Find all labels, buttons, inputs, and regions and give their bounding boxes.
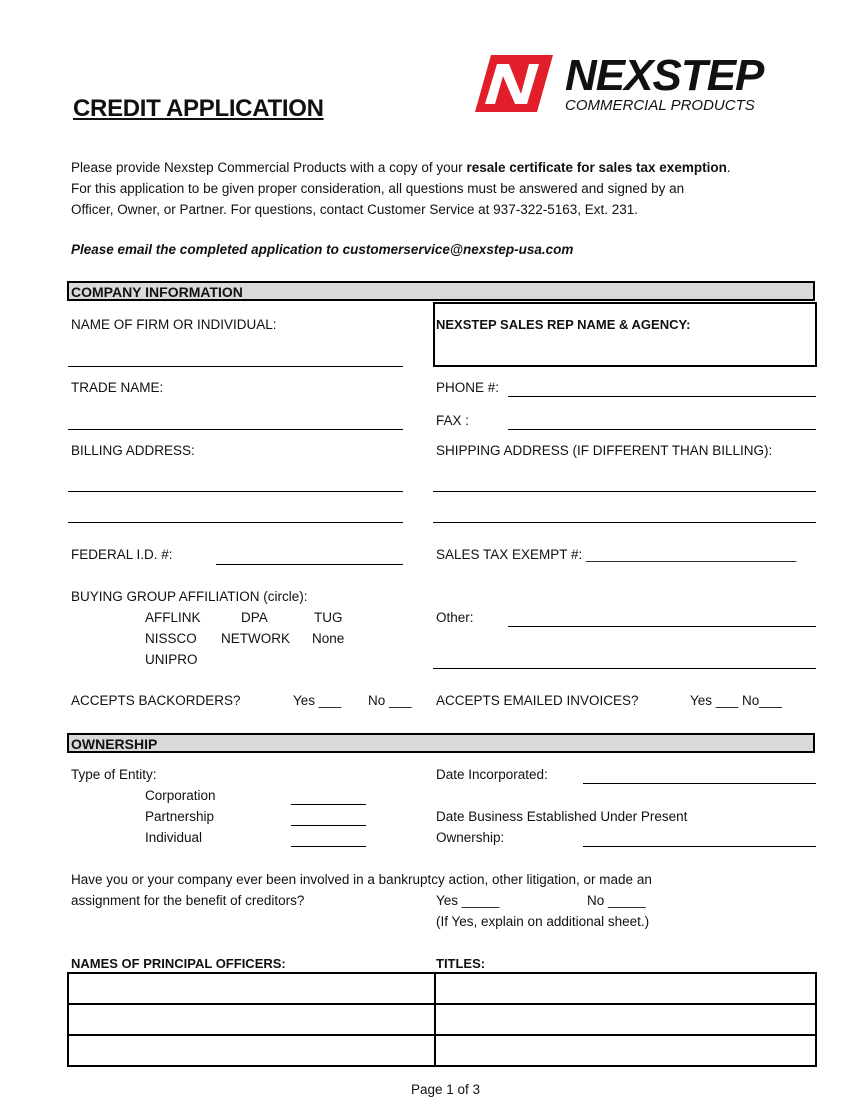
date-established-field[interactable] [583,846,816,847]
entity-individual-field[interactable] [291,846,366,847]
sales-rep-label: NEXSTEP SALES REP NAME & AGENCY: [436,317,691,332]
phone-label: PHONE #: [436,380,500,395]
nexstep-logo-mark-icon [473,50,813,115]
company-section-title: COMPANY INFORMATION [71,284,243,300]
bankruptcy-no[interactable]: No _____ [587,893,646,908]
sales-tax-exempt-label: SALES TAX EXEMPT #: ____________________________ [436,547,797,562]
group-option-unipro[interactable]: UNIPRO [145,652,198,667]
trade-name-label: TRADE NAME: [71,380,164,395]
other-group-label: Other: [436,610,474,625]
date-established-label-2: Ownership: [436,830,505,845]
officer-title-cell-2[interactable] [436,1005,815,1034]
intro-line2-text: For this application to be given proper consideration, all questions must be answered and signed by an [71,181,685,196]
firm-name-field[interactable] [68,366,403,367]
entity-type-label: Type of Entity: [71,767,157,782]
backorders-no[interactable]: No ___ [368,693,412,708]
billing-address-field-1[interactable] [68,491,403,492]
officer-name-cell-3[interactable] [69,1036,434,1065]
officer-names-header: NAMES OF PRINCIPAL OFFICERS: [71,956,286,971]
group-option-network[interactable]: NETWORK [221,631,290,646]
billing-address-field-2[interactable] [68,522,403,523]
fax-field[interactable] [508,429,816,430]
entity-corporation-label: Corporation [145,788,216,803]
intro-resale-emphasis: resale certificate for sales tax exemption [466,160,727,175]
firm-name-label: NAME OF FIRM OR INDIVIDUAL: [71,317,277,332]
group-option-afflink[interactable]: AFFLINK [145,610,201,625]
ownership-section-title: OWNERSHIP [71,736,158,752]
intro-line1-text: Please provide Nexstep Commercial Products with a copy of your [71,160,467,175]
logo-subtitle-text: COMMERCIAL PRODUCTS [565,97,755,114]
shipping-address-field-1[interactable] [433,491,816,492]
intro-paragraph [71,157,791,220]
other-group-field-2[interactable] [433,668,816,669]
bankruptcy-yes[interactable]: Yes _____ [436,893,500,908]
backorders-label: ACCEPTS BACKORDERS? [71,693,241,708]
entity-individual-label: Individual [145,830,203,845]
emailed-invoices-label: ACCEPTS EMAILED INVOICES? [436,693,639,708]
date-established-label: Date Business Established Under Present [436,809,688,824]
officer-title-cell-1[interactable] [436,974,815,1003]
group-option-tug[interactable]: TUG [314,610,343,625]
federal-id-label: FEDERAL I.D. #: [71,547,173,562]
federal-id-field[interactable] [216,564,403,565]
emailed-invoices-yes-no[interactable]: Yes ___ No___ [690,693,782,708]
officer-name-cell-1[interactable] [69,974,434,1003]
officer-title-cell-3[interactable] [436,1036,815,1065]
backorders-yes[interactable]: Yes ___ [293,693,342,708]
bankruptcy-question-line1: Have you or your company ever been involved in a bankruptcy action, other litigation, or made an [71,872,652,887]
entity-partnership-label: Partnership [145,809,215,824]
date-incorporated-field[interactable] [583,783,816,784]
officer-titles-header: TITLES: [436,956,486,971]
company-information-header [67,281,815,301]
officers-table [67,972,817,1067]
logo-brand-text: NEXSTEP [565,51,764,100]
billing-address-label: BILLING ADDRESS: [71,443,195,458]
fax-label: FAX : [436,413,470,428]
shipping-address-label: SHIPPING ADDRESS (IF DIFFERENT THAN BILLING): [436,443,773,458]
email-instruction: Please email the completed application to customerservice@nexstep-usa.com [71,242,574,257]
date-incorporated-label: Date Incorporated: [436,767,548,782]
bankruptcy-question-line2: assignment for the benefit of creditors? [71,893,305,908]
officer-name-cell-2[interactable] [69,1005,434,1034]
trade-name-field[interactable] [68,429,403,430]
sales-rep-box[interactable] [433,302,817,367]
nexstep-logo [473,50,813,115]
intro-line1-end: . [726,160,731,175]
shipping-address-field-2[interactable] [433,522,816,523]
bankruptcy-note: (If Yes, explain on additional sheet.) [436,914,650,929]
group-option-dpa[interactable]: DPA [241,610,268,625]
group-option-nissco[interactable]: NISSCO [145,631,197,646]
entity-partnership-field[interactable] [291,825,366,826]
group-option-none[interactable]: None [312,631,345,646]
phone-field[interactable] [508,396,816,397]
other-group-field[interactable] [508,626,816,627]
page-number: Page 1 of 3 [411,1082,481,1097]
entity-corporation-field[interactable] [291,804,366,805]
buying-group-label: BUYING GROUP AFFILIATION (circle): [71,589,308,604]
page-title: CREDIT APPLICATION [73,95,324,122]
intro-line3-text: Officer, Owner, or Partner. For questions, contact Customer Service at 937-322-5163, Ext. 231. [71,202,639,217]
ownership-header [67,733,815,753]
